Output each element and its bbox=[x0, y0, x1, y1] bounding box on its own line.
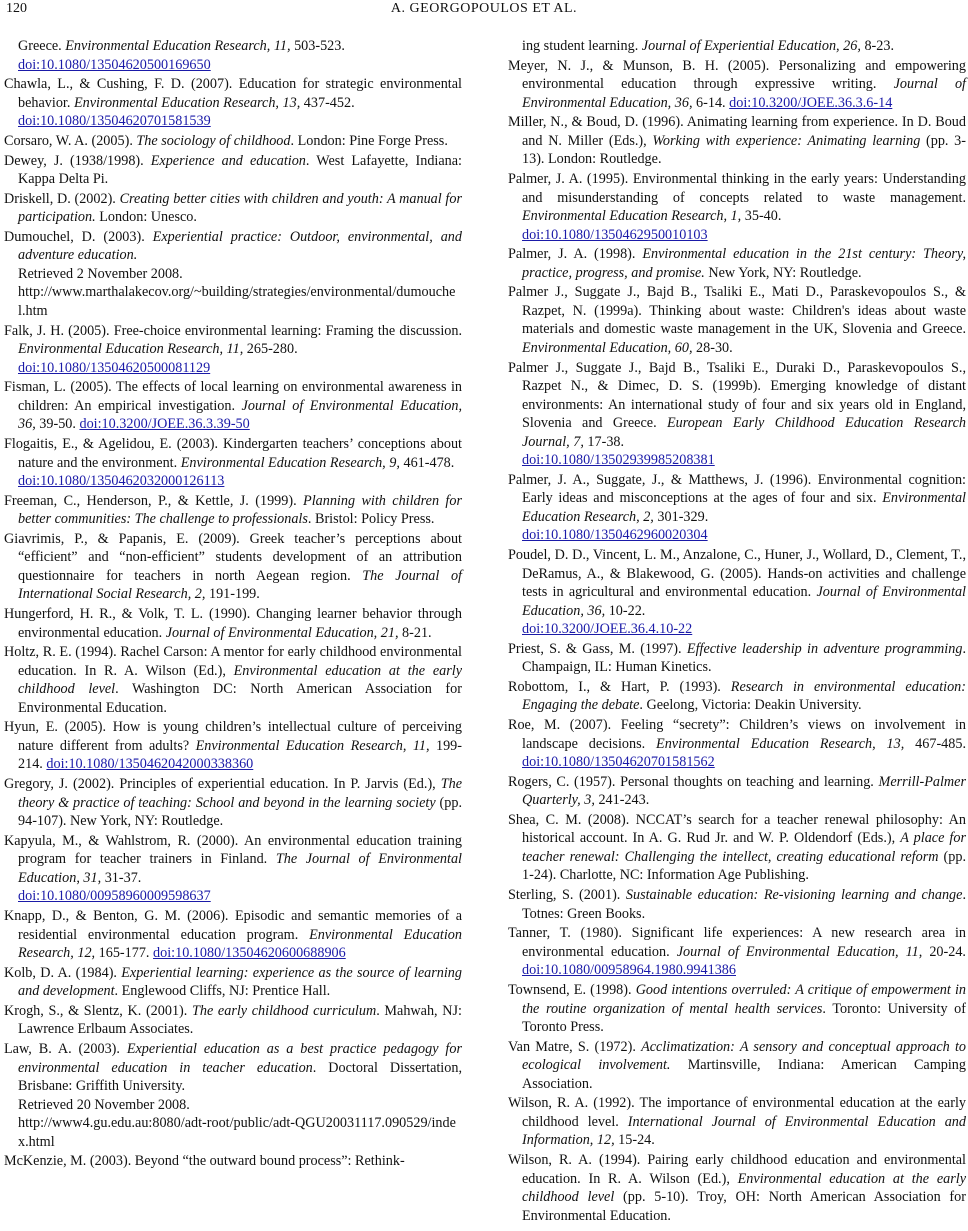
reference-italic-text: Creating better cities with children and youth: A manual for participation. bbox=[18, 190, 462, 226]
reference-entry bbox=[508, 245, 966, 282]
reference-text: . Doctoral Dissertation, Brisbane: Griffith University. bbox=[18, 1059, 462, 1095]
reference-entry bbox=[508, 678, 966, 715]
reference-italic-text: Journal of Environmental Education, 36, bbox=[18, 397, 462, 433]
reference-italic-text: Journal of Environmental Education, 21, bbox=[165, 624, 399, 641]
reference-text: Martinsville, Indiana: American Camping Association. bbox=[522, 1057, 966, 1092]
reference-entry bbox=[4, 492, 462, 529]
reference-text: McKenzie, M. (2003). Beyond “the outward bound process”: Rethink- bbox=[4, 1153, 405, 1170]
reference-italic-text: Environmental Education, 60, bbox=[522, 339, 693, 356]
reference-entry bbox=[508, 981, 966, 1037]
page-header bbox=[0, 0, 968, 26]
reference-italic-text: Experience and education bbox=[150, 152, 306, 169]
reference-text: Fisman, L. (2005). The effects of local learning on environmental awareness in children: An empirical investigation. bbox=[4, 379, 462, 414]
reference-italic-text: Journal of Experiential Education, 26, bbox=[641, 38, 861, 54]
reference-text: 265-280. bbox=[243, 341, 298, 358]
reference-entry bbox=[4, 643, 462, 717]
reference-text: Palmer, J. A., Suggate, J., & Matthews, J. (1996). Environmental cognition: Early ideas and misconceptions at the ages of four and six. bbox=[508, 471, 966, 507]
doi-link[interactable]: doi:10.1080/13504620600688906 bbox=[153, 945, 346, 961]
reference-text: Rogers, C. (1957). Personal thoughts on teaching and learning. bbox=[508, 773, 879, 790]
reference-italic-text: Environmental Education Research, 2, bbox=[522, 490, 966, 525]
reference-text: Miller, N., & Boud, D. (1996). Animating learning from experience. In D. Boud and N. Miller (Eds.), bbox=[508, 114, 966, 149]
reference-italic-text: Environmental education at the early childhood level bbox=[18, 662, 462, 698]
reference-text: . Geelong, Victoria: Deakin University. bbox=[639, 697, 862, 714]
reference-italic-text: Environmental education at the early childhood level bbox=[522, 1170, 966, 1206]
reference-text: Van Matre, S. (1972). bbox=[508, 1038, 642, 1055]
reference-text: ing student learning. bbox=[522, 38, 642, 54]
doi-link[interactable]: doi:10.1080/00958964.1980.9941386 bbox=[522, 962, 736, 979]
reference-entry bbox=[508, 170, 966, 244]
reference-text: Gregory, J. (2002). Principles of experiential education. In P. Jarvis (Ed.), bbox=[4, 776, 441, 793]
reference-text: , bbox=[76, 869, 84, 886]
reference-entry bbox=[4, 1002, 462, 1039]
reference-italic-text: Acclimatization: A sensory and conceptual approach to ecological involvement. bbox=[522, 1038, 966, 1074]
reference-text: 467-485. bbox=[904, 735, 967, 752]
reference-text: 437-452. bbox=[300, 94, 355, 111]
reference-italic-text: Environmental Education Research, 11, bbox=[65, 38, 291, 54]
reference-italic-text: Experiential practice: Outdoor, environmental, and adventure education. bbox=[18, 228, 462, 264]
reference-retrieval-line: Retrieved 2 November 2008. bbox=[18, 265, 183, 282]
reference-entry bbox=[508, 359, 966, 470]
reference-entry bbox=[508, 37, 966, 56]
reference-italic-text: Sustainable education: Re-visioning learning and change bbox=[625, 887, 963, 904]
reference-entry bbox=[508, 113, 966, 169]
doi-link[interactable]: doi:10.1080/13504620500081129 bbox=[18, 359, 211, 376]
reference-entry bbox=[508, 1094, 966, 1150]
references-left-column bbox=[4, 37, 462, 1172]
reference-text: Hyun, E. (2005). How is young children’s intellectual culture of perceiving nature different from adults? bbox=[4, 719, 462, 754]
reference-italic-text: Journal of Environmental Education, 36, bbox=[522, 76, 966, 111]
reference-italic-text: Good intentions overruled: A critique of empowerment in the routine organization of mental health services bbox=[522, 982, 967, 1017]
reference-italic-text: Working with experience: Animating learning bbox=[652, 132, 921, 149]
reference-retrieval-line: http://www4.gu.edu.au:8080/adt-root/public/adt-QGU20031117.090529/index.html bbox=[18, 1115, 456, 1150]
reference-italic-text: 31, bbox=[83, 869, 102, 886]
reference-italic-text: Research in environmental education: Engaging the debate bbox=[522, 678, 966, 714]
reference-italic-text: Experiential education as a best practice pedagogy for environmental education in teacher education bbox=[18, 1041, 462, 1076]
reference-text: Palmer, J. A. (1998). bbox=[508, 246, 643, 263]
reference-text: Sterling, S. (2001). bbox=[508, 887, 626, 904]
reference-entry bbox=[4, 228, 462, 321]
references-right-column bbox=[508, 37, 966, 1226]
reference-italic-text: The theory & practice of teaching: School and beyond in the learning society bbox=[18, 776, 462, 811]
reference-entry bbox=[508, 886, 966, 923]
doi-link[interactable]: doi:10.3200/JOEE.36.3.6-14 bbox=[729, 94, 893, 111]
reference-text: Palmer J., Suggate J., Bajd B., Tsaliki E., Mati D., Paraskevopoulos S., & Razpet, N. (1999a). Thinking about waste: Children's ideas about waste materials and domestic waste management in the UK, Slovenia and Greece. bbox=[508, 284, 966, 338]
reference-text: Palmer J., Suggate J., Bajd B., Tsaliki E., Duraki D., Paraskevopoulos S., Razpet N., & Dimec, D. S. (1999b). Emerging knowledge of distant environments: An international study of four and six years old in England, Slovenia and Greece. bbox=[508, 359, 966, 432]
reference-entry bbox=[508, 1038, 966, 1094]
reference-entry bbox=[4, 190, 462, 227]
reference-italic-text: Environmental Education Research, 11, bbox=[18, 341, 244, 358]
reference-text: . Englewood Cliffs, NJ: Prentice Hall. bbox=[114, 983, 331, 1000]
reference-text: Shea, C. M. (2008). NCCAT’s search for a teacher renewal philosophy: An historical account. In A. G. Rud Jr. and W. P. Oldendorf (Eds.), bbox=[508, 811, 966, 847]
running-head: A. GEORGOPOULOS ET AL. bbox=[390, 1, 578, 16]
reference-entry bbox=[508, 773, 966, 810]
reference-text: Holtz, R. E. (1994). Rachel Carson: A mentor for early childhood environmental education. In R. A. Wilson (Ed.), bbox=[4, 644, 462, 679]
reference-entry bbox=[4, 1152, 462, 1171]
reference-text: 20-24. bbox=[922, 943, 966, 960]
reference-entry bbox=[4, 37, 462, 74]
reference-text: . Washington DC: North American Association for Environmental Education. bbox=[18, 681, 462, 716]
reference-text: 241-243. bbox=[594, 792, 650, 809]
reference-italic-text: Planning with children for better communities: The challenge to professionals bbox=[18, 492, 462, 528]
reference-entry bbox=[4, 530, 462, 604]
reference-italic-text: Journal of Environmental Education, 36, bbox=[522, 584, 966, 619]
reference-text: 35-40. bbox=[741, 208, 782, 225]
doi-link[interactable]: doi:10.3200/JOEE.36.4.10-22 bbox=[522, 621, 693, 637]
reference-italic-text: The early childhood curriculum bbox=[191, 1002, 377, 1019]
reference-text: Knapp, D., & Benton, G. M. (2006). Episodic and semantic memories of a residential environmental education program. bbox=[4, 908, 462, 943]
reference-text: 6-14. bbox=[692, 94, 730, 111]
reference-text: . Bristol: Policy Press. bbox=[307, 511, 435, 528]
reference-text: Wilson, R. A. (1992). The importance of environmental education at the early childhood level. bbox=[508, 1095, 966, 1130]
doi-link[interactable]: doi:10.1080/13504620500169650 bbox=[18, 56, 211, 73]
reference-text: Freeman, C., Henderson, P., & Kettle, J. (1999). bbox=[4, 492, 304, 509]
reference-text: Hungerford, H. R., & Volk, T. L. (1990). Changing learner behavior through environmental education. bbox=[4, 606, 462, 641]
reference-italic-text: European Early Childhood Education Research Journal, 7, bbox=[522, 415, 967, 450]
reference-text: (pp. 1-24). Charlotte, NC: Information Age Publishing. bbox=[522, 848, 966, 884]
reference-entry bbox=[508, 811, 966, 885]
reference-text: Krogh, S., & Slentz, K. (2001). bbox=[4, 1002, 192, 1019]
reference-text: Wilson, R. A. (1994). Pairing early childhood education and environmental education. In R. A. Wilson (Ed.), bbox=[508, 1152, 966, 1187]
reference-text: 8-21. bbox=[398, 624, 432, 641]
reference-text: (pp. 3-13). London: Routledge. bbox=[522, 132, 966, 168]
reference-entry bbox=[4, 132, 462, 151]
doi-link[interactable]: doi:10.1080/13502939985208381 bbox=[522, 452, 715, 469]
reference-italic-text: Merrill-Palmer Quarterly, 3, bbox=[522, 773, 966, 809]
doi-link[interactable]: doi:10.1080/1350462032000126113 bbox=[18, 473, 225, 489]
reference-entry bbox=[508, 471, 966, 545]
reference-entry bbox=[4, 435, 462, 491]
reference-retrieval-line: http://www.marthalakecov.org/~building/strategies/environmental/dumouchel.htm bbox=[18, 284, 456, 319]
reference-entry bbox=[4, 378, 462, 434]
reference-entry bbox=[508, 546, 966, 639]
reference-text: (pp. 5-10). Troy, OH: North American Association for Environmental Education. bbox=[522, 1189, 966, 1224]
reference-italic-text: Environmental Education Research, 12, bbox=[18, 926, 462, 961]
reference-text: 31-37. bbox=[101, 869, 142, 886]
reference-text: Driskell, D. (2002). bbox=[4, 190, 120, 207]
reference-text: Chawla, L., & Cushing, F. D. (2007). Education for strategic environmental behavior. bbox=[4, 76, 462, 111]
reference-text: 461-478. bbox=[399, 454, 455, 471]
reference-entry bbox=[4, 964, 462, 1001]
reference-entry bbox=[4, 1040, 462, 1151]
reference-text: 503-523. bbox=[290, 38, 345, 54]
doi-link[interactable]: doi:10.3200/JOEE.36.3.39-50 bbox=[79, 416, 250, 433]
reference-italic-text: Environmental Education Research, 11, bbox=[195, 737, 430, 754]
reference-italic-text: Journal of Environmental Education, 11, bbox=[676, 943, 923, 960]
reference-entry bbox=[508, 283, 966, 357]
reference-entry bbox=[508, 640, 966, 677]
reference-entry bbox=[508, 57, 966, 113]
reference-text: Kolb, D. A. (1984). bbox=[4, 964, 122, 981]
doi-link[interactable]: doi:10.1080/13504620701581562 bbox=[522, 754, 715, 771]
reference-entry bbox=[508, 924, 966, 980]
reference-text: (pp. 94-107). New York, NY: Routledge. bbox=[18, 794, 463, 830]
reference-italic-text: Environmental Education Research, 9, bbox=[180, 454, 400, 471]
doi-link[interactable]: doi:10.1080/1350462960020304 bbox=[522, 527, 708, 544]
doi-link[interactable]: doi:10.1080/1350462042000338360 bbox=[46, 756, 254, 773]
reference-text: 165-177. bbox=[95, 945, 154, 961]
reference-retrieval-line: Retrieved 20 November 2008. bbox=[18, 1096, 190, 1113]
reference-entry bbox=[508, 716, 966, 772]
reference-text: . Champaign, IL: Human Kinetics. bbox=[522, 640, 966, 676]
reference-entry bbox=[4, 75, 462, 131]
reference-text: Roe, M. (2007). Feeling “secrety”: Children’s views on involvement in landscape decisions. bbox=[508, 717, 966, 752]
doi-link[interactable]: doi:10.1080/13504620701581539 bbox=[18, 113, 211, 130]
reference-text: London: Unesco. bbox=[95, 209, 197, 226]
reference-italic-text: The Journal of Environmental Education bbox=[18, 851, 462, 886]
reference-text: 10-22. bbox=[605, 602, 646, 619]
reference-text: 17-38. bbox=[583, 433, 625, 450]
reference-text: New York, NY: Routledge. bbox=[704, 264, 862, 281]
reference-italic-text: International Journal of Environmental Education and Information, 12, bbox=[522, 1113, 966, 1149]
page-number: 120 bbox=[6, 1, 27, 16]
reference-entry bbox=[4, 152, 462, 189]
reference-entry bbox=[4, 775, 462, 831]
reference-text: Robottom, I., & Hart, P. (1993). bbox=[508, 678, 731, 695]
reference-entry bbox=[4, 832, 462, 906]
reference-text: Kapyula, M., & Wahlstrom, R. (2000). An environmental education training program for teacher trainers in Finland. bbox=[4, 832, 462, 868]
reference-italic-text: Environmental Education Research, 1, bbox=[522, 208, 742, 225]
reference-text: Meyer, N. J., & Munson, B. H. (2005). Personalizing and empowering environmental education through expressive writing. bbox=[508, 57, 966, 93]
reference-text: . Mahwah, NJ: Lawrence Erlbaum Associates. bbox=[18, 1002, 462, 1038]
reference-text: Falk, J. H. (2005). Free-choice environmental learning: Framing the discussion. bbox=[4, 322, 462, 339]
reference-italic-text: Experiential learning: experience as the source of learning and development bbox=[18, 964, 462, 1000]
reference-entry bbox=[4, 907, 462, 963]
reference-italic-text: Environmental Education Research, 13, bbox=[656, 735, 905, 752]
reference-italic-text: The sociology of childhood bbox=[136, 132, 291, 149]
doi-link[interactable]: doi:10.1080/1350462950010103 bbox=[522, 226, 708, 243]
reference-text: Flogaitis, E., & Agelidou, E. (2003). Kindergarten teachers’ conceptions about nature and the environment. bbox=[4, 436, 462, 471]
reference-entry bbox=[4, 322, 462, 378]
reference-text: Law, B. A. (2003). bbox=[4, 1041, 127, 1058]
doi-link[interactable]: doi:10.1080/00958960009598637 bbox=[18, 888, 211, 905]
reference-text: 301-329. bbox=[653, 508, 709, 525]
reference-text: Dewey, J. (1938/1998). bbox=[4, 152, 151, 169]
reference-italic-text: A place for teacher renewal: Challenging the intellect, creating educational reform bbox=[522, 830, 966, 865]
reference-italic-text: Environmental Education Research, 13, bbox=[73, 94, 301, 111]
reference-text: Greece. bbox=[18, 38, 66, 54]
reference-text: . Toronto: University of Toronto Press. bbox=[522, 1000, 966, 1035]
reference-text: . London: Pine Forge Press. bbox=[290, 132, 448, 149]
reference-text: Palmer, J. A. (1995). Environmental thinking in the early years: Understanding and misunderstanding of concepts related to waste management. bbox=[508, 171, 966, 206]
reference-text: Tanner, T. (1980). Significant life experiences: A new research area in environmental education. bbox=[508, 925, 966, 960]
reference-text: 199-214. bbox=[18, 737, 462, 773]
reference-text: 28-30. bbox=[692, 339, 733, 356]
reference-text: 15-24. bbox=[614, 1132, 655, 1149]
reference-italic-text: Environmental education in the 21st century: Theory, practice, progress, and promise. bbox=[522, 246, 966, 281]
reference-entry bbox=[4, 605, 462, 642]
reference-text: Poudel, D. D., Vincent, L. M., Anzalone, C., Huner, J., Wollard, D., Clement, T., DeRamus, A., & Blakewood, G. (2005). Hands-on activities and challenge tests in agricultural and environmental education. bbox=[508, 547, 966, 600]
reference-text: Giavrimis, P., & Papanis, E. (2009). Greek teacher’s perceptions about “efficient” and “non-efficient” students development of an attribution questionnaire for teachers in north Aegean region. bbox=[4, 530, 462, 584]
reference-text: . Totnes: Green Books. bbox=[522, 887, 966, 922]
reference-entry bbox=[4, 718, 462, 774]
reference-italic-text: Effective leadership in adventure programming bbox=[686, 640, 963, 657]
reference-entry bbox=[508, 1151, 966, 1225]
reference-text: Corsaro, W. A. (2005). bbox=[4, 132, 137, 149]
reference-text: Townsend, E. (1998). bbox=[508, 982, 636, 998]
reference-text: . West Lafayette, Indiana: Kappa Delta Pi. bbox=[18, 152, 462, 188]
reference-text: Priest, S. & Gass, M. (1997). bbox=[508, 640, 687, 657]
reference-text: 39-50. bbox=[35, 416, 80, 433]
reference-text: 8-23. bbox=[860, 38, 894, 54]
reference-text: Dumouchel, D. (2003). bbox=[4, 228, 153, 245]
reference-text: 191-199. bbox=[205, 586, 260, 603]
reference-italic-text: The Journal of International Social Research, 2, bbox=[18, 567, 463, 603]
